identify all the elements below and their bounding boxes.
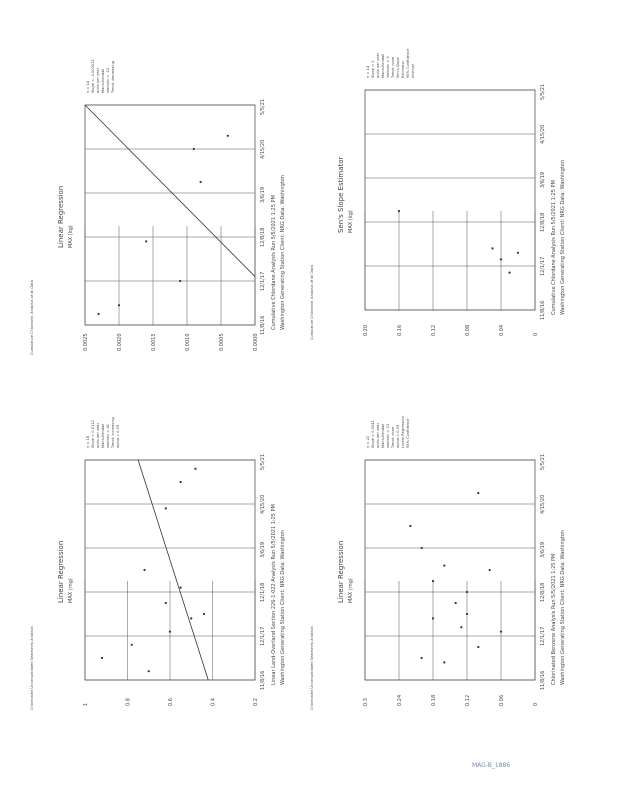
chart-caption: Chlorinated Benzene Analysis Run 5/5/2021 1:25 PM: [551, 553, 557, 685]
legend-entry: Sen's Slope: [396, 57, 400, 78]
data-point: [489, 569, 491, 571]
y-tick-label: 0.3: [363, 698, 369, 706]
y-tick-label: 0.20: [363, 324, 369, 336]
chart-title: Linear Regression: [57, 185, 65, 248]
legend-entry: Mann-Kendall: [101, 68, 105, 93]
data-point: [460, 626, 462, 628]
x-tick-label: 3/6/19: [540, 541, 546, 558]
data-point: [165, 507, 167, 509]
x-tick-label: 4/15/20: [260, 139, 266, 159]
x-tick-label: 12/1/18: [260, 582, 266, 602]
data-point: [432, 617, 434, 619]
data-point: [517, 252, 519, 254]
legend-entry: n = 18: [86, 435, 90, 448]
legend-entry: Trend: increasing: [111, 417, 115, 448]
data-point: [180, 587, 182, 589]
data-point: [143, 569, 145, 571]
legend-entry: alpha = 0.05: [396, 424, 400, 448]
x-tick-label: 12/1/17: [260, 271, 266, 291]
x-tick-label: 12/1/17: [540, 256, 546, 276]
data-point: [190, 617, 192, 619]
chart-caption: Washington Generating Station Client: NRG Data: Washington: [280, 530, 286, 685]
legend-entry: statistic = 23: [386, 423, 390, 448]
legend-entry: n = 14: [366, 65, 370, 78]
legend-entry: Trend: none: [391, 56, 395, 78]
data-point: [203, 613, 205, 615]
data-point: [432, 580, 434, 582]
y-tick-label: 0.8: [125, 698, 132, 706]
data-point: [455, 602, 457, 604]
data-point: [409, 525, 411, 527]
legend-entry: statistic = -12: [106, 67, 110, 93]
y-tick-label: 0.18: [431, 694, 437, 706]
chart-1: [30, 59, 286, 355]
data-point: [443, 565, 445, 567]
y-tick-label: 0.4: [210, 698, 217, 706]
trend-line: [85, 105, 255, 277]
legend-entry: units per year: [96, 67, 100, 93]
x-tick-label: 11/8/16: [260, 670, 266, 690]
chart-caption: Cumulative Chlordane Analysis Run 5/5/2021 1:25 PM: [271, 195, 277, 330]
x-tick-label: 5/5/21: [540, 453, 546, 470]
chart-ylabel: MAX (kg): [68, 225, 74, 248]
legend-entry: statistic = 0: [386, 56, 390, 78]
plot-frame: [365, 460, 535, 680]
y-tick-label: 0.2: [253, 698, 259, 706]
data-point: [227, 135, 229, 137]
y-tick-label: 1: [83, 702, 89, 706]
y-tick-label: 0.6: [168, 698, 174, 706]
chart-header: Cumulative Chlordane, Analysis of all Data: [30, 280, 34, 355]
legend-entry: 95% Confidence: [406, 48, 410, 78]
y-tick-label: 0.12: [431, 324, 437, 336]
chart-ylabel: MAX (mg): [348, 578, 354, 603]
chart-title: Linear Regression: [337, 540, 345, 603]
legend-entry: alpha = 0.05: [116, 424, 120, 448]
data-point: [118, 304, 120, 306]
data-point: [145, 240, 147, 242]
y-tick-label: 0.24: [397, 694, 403, 706]
page-footer: MAG-B_1886: [472, 762, 511, 769]
y-tick-label: 0.16: [397, 324, 403, 336]
chart-caption: Washington Generating Station Client: NRG Data: Washington: [280, 175, 286, 330]
y-tick-label: 0.0020: [117, 333, 123, 351]
legend-entry: Interval: [411, 64, 415, 78]
legend-entry: Mann-Kendall: [101, 423, 105, 448]
x-tick-label: 12/8/18: [540, 582, 546, 602]
data-point: [148, 670, 150, 672]
data-point: [421, 657, 423, 659]
x-tick-label: 12/1/17: [540, 626, 546, 646]
legend-entry: units per year: [376, 422, 380, 448]
x-tick-label: 5/5/21: [260, 453, 266, 470]
x-tick-label: 12/1/17: [260, 626, 266, 646]
data-point: [194, 468, 196, 470]
chart-3: [30, 417, 286, 710]
y-tick-label: 0: [533, 332, 539, 336]
legend-entry: Mann-Kendall: [381, 53, 385, 78]
data-point: [165, 602, 167, 604]
x-tick-label: 5/5/21: [260, 98, 266, 115]
x-tick-label: 11/8/16: [540, 300, 546, 320]
data-point: [179, 280, 181, 282]
x-tick-label: 3/6/19: [260, 186, 266, 203]
data-point: [500, 258, 502, 260]
x-tick-label: 3/6/19: [540, 171, 546, 188]
chart-title: Linear Regression: [57, 540, 65, 603]
data-point: [421, 547, 423, 549]
y-tick-label: 0.12: [465, 694, 471, 706]
data-point: [200, 181, 202, 183]
data-point: [466, 613, 468, 615]
legend-entry: Estimator: [401, 60, 405, 78]
legend-entry: n = 14: [86, 80, 90, 93]
data-point: [169, 631, 171, 633]
legend-entry: Slope = 0.0041: [371, 420, 375, 448]
chart-caption: Washington Generating Station Client: NRG Data: Washington: [560, 530, 566, 685]
y-tick-label: 0.04: [499, 324, 505, 336]
data-point: [477, 492, 479, 494]
y-tick-label: 0.0005: [219, 333, 225, 351]
x-tick-label: 11/8/16: [540, 670, 546, 690]
chart-ylabel: MAX (kg): [348, 210, 354, 233]
data-point: [466, 591, 468, 593]
chart-caption: Linear Land-Overland Section 226-1-022 Analysis Run 5/5/2021 1:25 PM: [271, 504, 277, 685]
y-tick-label: 0.08: [465, 324, 471, 336]
x-tick-label: 11/8/16: [260, 315, 266, 335]
x-tick-label: 4/15/20: [260, 494, 266, 514]
data-point: [193, 148, 195, 150]
x-tick-label: 5/5/21: [540, 83, 546, 100]
data-point: [98, 313, 100, 315]
plot-frame: [85, 105, 255, 325]
data-point: [508, 272, 510, 274]
data-point: [131, 644, 133, 646]
plot-frame: [365, 90, 535, 310]
legend-entry: units per year: [376, 52, 380, 78]
legend-entry: Trend: decreasing: [111, 61, 115, 93]
legend-entry: 95% Confidence: [406, 418, 410, 448]
y-tick-label: 0.06: [499, 694, 505, 706]
x-tick-label: 4/15/20: [540, 124, 546, 144]
chart-title: Sen's Slope Estimator: [337, 156, 345, 233]
data-point: [398, 210, 400, 212]
legend-entry: Slope = 0.0112: [91, 420, 95, 448]
legend-entry: units per year: [96, 422, 100, 448]
legend-entry: Slope = -0.000012: [91, 59, 95, 93]
x-tick-label: 12/8/18: [540, 212, 546, 232]
legend-entry: Slope = 0: [371, 60, 375, 78]
legend-entry: Linear Regression: [401, 416, 405, 448]
chart-header: Chlorinated Unconsolidated Sediments Analysis: [310, 626, 314, 710]
x-tick-label: 4/15/20: [540, 494, 546, 514]
legend-entry: Mann-Kendall: [381, 423, 385, 448]
trend-line: [138, 460, 208, 680]
x-tick-label: 3/6/19: [260, 541, 266, 558]
y-tick-label: 0: [533, 702, 539, 706]
x-tick-label: 12/8/18: [260, 227, 266, 247]
data-point: [443, 661, 445, 663]
chart-header: Chlorinated Unconsolidated Sediments Analysis: [30, 626, 34, 710]
data-point: [500, 631, 502, 633]
chart-header: Cumulative Chlordane, Analysis of all Data: [310, 265, 314, 340]
chart-caption: Cumulative Chlordane Analysis Run 5/5/2021 1:25 PM: [551, 180, 557, 315]
legend-entry: Trend: none: [391, 426, 395, 448]
data-point: [477, 646, 479, 648]
chart-4: [310, 416, 566, 710]
data-point: [491, 247, 493, 249]
data-point: [101, 657, 103, 659]
data-point: [180, 481, 182, 483]
chart-caption: Washington Generating Station Client: NRG Data: Washington: [560, 160, 566, 315]
chart-ylabel: MAX (mg): [68, 578, 74, 603]
chart-2: [310, 48, 566, 340]
legend-entry: statistic = 41: [106, 423, 110, 448]
y-tick-label: 0.0010: [185, 333, 191, 351]
y-tick-label: 0.0000: [253, 333, 259, 351]
y-tick-label: 0.0025: [83, 333, 89, 351]
y-tick-label: 0.0015: [151, 333, 157, 351]
legend-entry: n = 22: [366, 435, 370, 448]
